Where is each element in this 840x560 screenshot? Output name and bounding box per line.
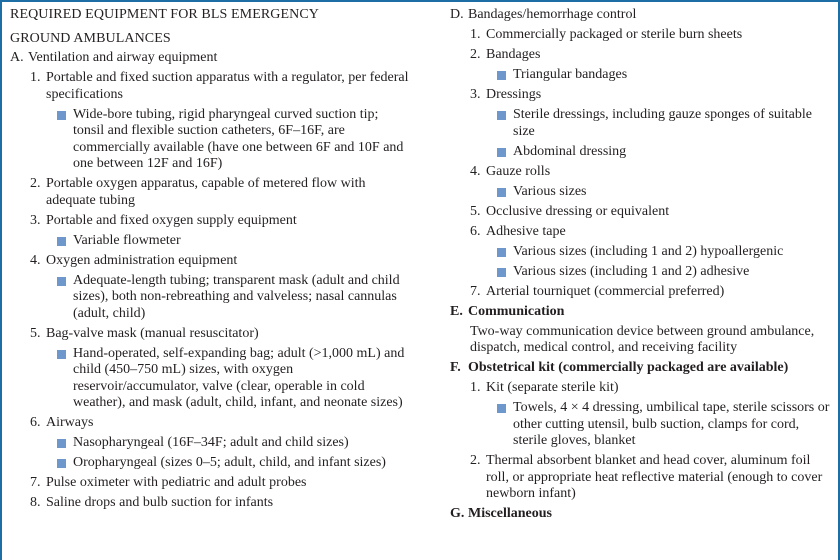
- square-bullet-icon: [497, 148, 506, 157]
- square-bullet-icon: [497, 188, 506, 197]
- document-title-line-2: GROUND AMBULANCES: [10, 31, 171, 46]
- bullet-item: Wide-bore tubing, rigid pharyngeal curved suction tip; tonsil and flexible suction catheters, 6F–16F, are commercially available (have one between 6F and 10F and one between 12F and 16F): [10, 107, 410, 173]
- bullet-item: Oropharyngeal (sizes 0–5; adult, child, and infant sizes): [10, 455, 410, 472]
- bullet-item: Hand-operated, self-expanding bag; adult (>1,000 mL) and child (450–750 mL) sizes, with oxygen reservoir/accumulator, valve (clear, operable in cold weather), and mask (adult, child, infant, and neonate sizes): [10, 346, 410, 412]
- section-d: [450, 7, 835, 526]
- bullet-item: Variable flowmeter: [10, 233, 410, 250]
- list-item: 4. Gauze rolls: [470, 163, 551, 179]
- section-e-heading: E. Communication: [450, 303, 565, 319]
- list-item: 5. Occlusive dressing or equivalent: [470, 203, 670, 219]
- square-bullet-icon: [497, 111, 506, 120]
- square-bullet-icon: [497, 268, 506, 277]
- bullet-item: Triangular bandages: [450, 67, 835, 84]
- bullet-item: Abdominal dressing: [450, 144, 835, 161]
- square-bullet-icon: [497, 248, 506, 257]
- list-item: 7. Arterial tourniquet (commercial preferred): [470, 283, 725, 299]
- list-item: 3. Portable and fixed oxygen supply equipment: [30, 212, 297, 228]
- square-bullet-icon: [497, 71, 506, 80]
- section-d-heading: D. Bandages/hemorrhage control: [450, 7, 637, 22]
- section-a-heading: A. Ventilation and airway equipment: [10, 50, 218, 65]
- list-item: 6. Adhesive tape: [470, 223, 566, 239]
- list-item: 1. Kit (separate sterile kit): [470, 380, 619, 395]
- list-item: 4. Oxygen administration equipment: [30, 252, 238, 268]
- bullet-item: Sterile dressings, including gauze sponges of suitable size: [450, 107, 835, 140]
- list-item: 7. Pulse oximeter with pediatric and adult probes: [30, 475, 307, 490]
- square-bullet-icon: [497, 404, 506, 413]
- bullet-item: Various sizes: [450, 184, 835, 201]
- section-f-heading: F. Obstetrical kit (commercially packaged are available): [450, 360, 789, 375]
- bullet-item: Adequate-length tubing; transparent mask (adult and child sizes), both non-rebreathing and valveless; nasal cannulas (adult, child): [10, 273, 410, 323]
- list-item: 3. Dressings: [470, 87, 542, 102]
- bullet-item: Various sizes (including 1 and 2) hypoallergenic: [450, 244, 835, 261]
- list-item: 6. Airways: [30, 415, 94, 430]
- document-title-line-1: REQUIRED EQUIPMENT FOR BLS EMERGENCY: [10, 7, 320, 22]
- list-item: 1. Commercially packaged or sterile burn sheets: [470, 27, 743, 42]
- square-bullet-icon: [57, 111, 66, 120]
- list-item: 2. Portable oxygen apparatus, capable of metered flow with adequate tubing: [30, 176, 366, 208]
- list-item: 2. Bandages: [470, 47, 541, 62]
- bullet-item: Towels, 4 × 4 dressing, umbilical tape, sterile scissors or other cutting utensil, bulb suction, clamps for cord, sterile gloves, blanket: [450, 400, 835, 450]
- list-item: 5. Bag-valve mask (manual resuscitator): [30, 325, 259, 341]
- section-a: [10, 50, 410, 515]
- section-e-paragraph: Two-way communication device between ground ambulance, dispatch, medical control, and receiving facility: [470, 323, 815, 355]
- square-bullet-icon: [57, 277, 66, 286]
- square-bullet-icon: [57, 350, 66, 359]
- section-g-heading: G. Miscellaneous: [450, 506, 552, 521]
- list-item: 8. Saline drops and bulb suction for infants: [30, 495, 274, 510]
- square-bullet-icon: [57, 237, 66, 246]
- square-bullet-icon: [57, 459, 66, 468]
- list-item: 2. Thermal absorbent blanket and head cover, aluminum foil roll, or appropriate heat reflective material (enough to cover newborn infant): [470, 453, 823, 501]
- list-item: 1. Portable and fixed suction apparatus with a regulator, per federal specifications: [30, 70, 409, 102]
- square-bullet-icon: [57, 439, 66, 448]
- bullet-item: Various sizes (including 1 and 2) adhesive: [450, 264, 835, 281]
- bullet-item: Nasopharyngeal (16F–34F; adult and child sizes): [10, 435, 410, 452]
